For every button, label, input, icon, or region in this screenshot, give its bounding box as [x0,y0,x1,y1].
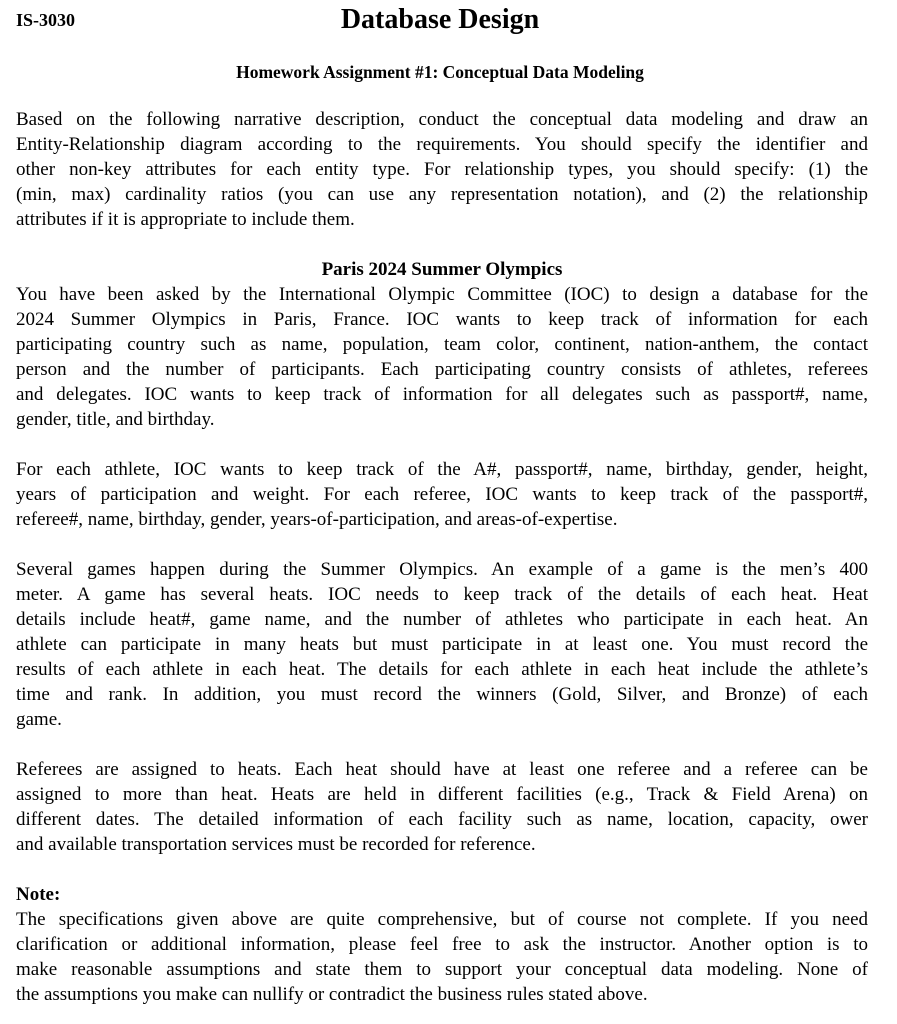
text-line: other non-key attributes for each entity type. For relationship types, you should specify: (1) the [16,159,868,180]
note-section [16,882,868,1007]
note-label: Note: [16,884,61,905]
text-line: referee#, name, birthday, gender, years-of-participation, and areas-of-expertise. [16,509,618,530]
text-line: athlete can participate in many heats but must participate in at least one. You must record the [16,634,868,655]
text-line: game. [16,709,62,730]
text-line: You have been asked by the International Olympic Committee (IOC) to design a database for the [16,284,868,305]
paragraph-countries [16,282,868,432]
text-line: For each athlete, IOC wants to keep track of the A#, passport#, name, birthday, gender, height, [16,459,868,480]
text-line: (min, max) cardinality ratios (you can use any representation notation), and (2) the relationship [16,184,868,205]
text-line: make reasonable assumptions and state them to support your conceptual data modeling. None of [16,959,868,980]
text-line: results of each athlete in each heat. The details for each athlete in each heat include the athlete’s [16,659,868,680]
paragraph-referees [16,757,868,857]
document-body [16,107,868,1007]
text-line: and delegates. IOC wants to keep track of information for all delegates such as passport#, name, [16,384,868,405]
text-line: 2024 Summer Olympics in Paris, France. IOC wants to keep track of information for each [16,309,868,330]
section-title: Paris 2024 Summer Olympics [321,259,563,280]
text-line: attributes if it is appropriate to include them. [16,209,355,230]
text-line: The specifications given above are quite comprehensive, but of course not complete. If you need [16,909,868,930]
paragraph-games [16,557,868,732]
text-line: years of participation and weight. For each referee, IOC wants to keep track of the passport#, [16,484,868,505]
paragraph-athletes [16,457,868,532]
text-line: meter. A game has several heats. IOC needs to keep track of the details of each heat. Heat [16,584,868,605]
text-line: clarification or additional information, please feel free to ask the instructor. Another option is to [16,934,868,955]
text-line: gender, title, and birthday. [16,409,215,430]
text-line: Several games happen during the Summer Olympics. An example of a game is the men’s 400 [16,559,868,580]
text-line: person and the number of participants. Each participating country consists of athletes, referees [16,359,868,380]
text-line: details include heat#, game name, and the number of athletes who participate in each heat. An [16,609,868,630]
document-title: Database Design [340,4,540,35]
text-line: and available transportation services must be recorded for reference. [16,834,536,855]
text-line: different dates. The detailed information of each facility such as name, location, capacity, ower [16,809,868,830]
text-line: participating country such as name, population, team color, continent, nation-anthem, the contact [16,334,868,355]
course-code: IS-3030 [16,10,76,30]
text-line: assigned to more than heat. Heats are held in different facilities (e.g., Track & Field Arena) on [16,784,868,805]
text-line: Based on the following narrative description, conduct the conceptual data modeling and draw an [16,109,868,130]
text-line: the assumptions you make can nullify or contradict the business rules stated above. [16,984,648,1005]
text-line: Entity-Relationship diagram according to the requirements. You should specify the identifier and [16,134,868,155]
assignment-subtitle: Homework Assignment #1: Conceptual Data Modeling [236,62,644,82]
intro-paragraph [16,107,868,232]
text-line: time and rank. In addition, you must record the winners (Gold, Silver, and Bronze) of each [16,684,868,705]
text-line: Referees are assigned to heats. Each heat should have at least one referee and a referee can be [16,759,868,780]
